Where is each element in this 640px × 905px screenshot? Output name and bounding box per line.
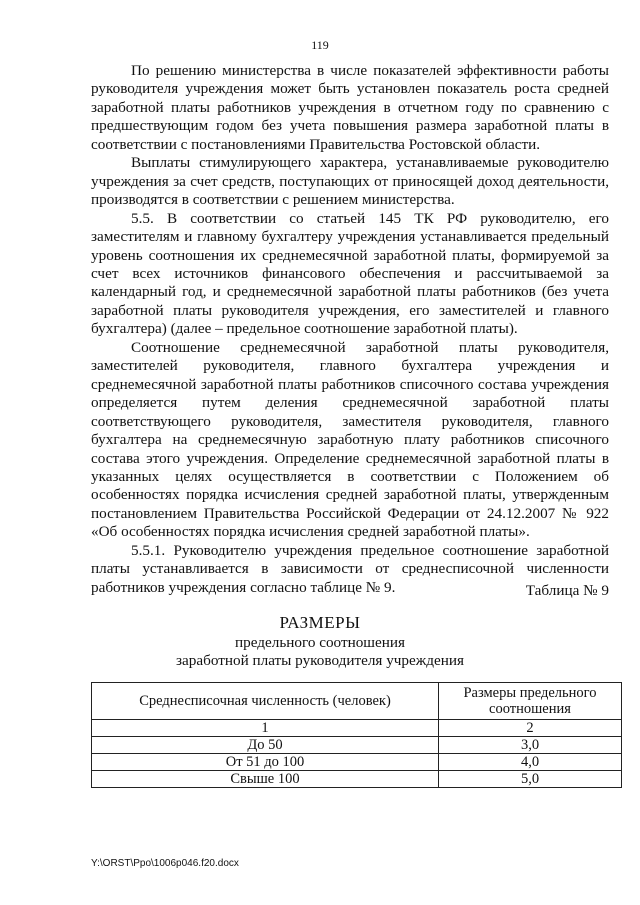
ratio-table xyxy=(91,682,622,788)
page-number: 119 xyxy=(311,38,329,52)
table-cell: 3,0 xyxy=(439,737,622,754)
table-title: РАЗМЕРЫ xyxy=(279,613,361,632)
body-text xyxy=(91,62,609,597)
paragraph: Выплаты стимулирующего характера, устанавливаемые руководителю учреждения за счет средств, поступающих от приносящей доход деятельности, производятся в соответствии с решением министерства. xyxy=(91,154,609,209)
footer-file-path: Y:\ORST\Ppo\1006p046.f20.docx xyxy=(91,858,239,869)
table-cell: До 50 xyxy=(92,737,439,754)
table-row xyxy=(92,771,622,788)
header-cell: Среднесписочная численность (человек) xyxy=(92,683,439,720)
paragraph: Соотношение среднемесячной заработной платы руководителя, заместителей руководителя, главного бухгалтера учреждения и среднемесячной заработной платы работников списочного состава учреждения определяется путем деления среднемесячной заработной платы соответствующего руководителя, заместителя руководителя, главного бухгалтера на среднемесячную заработную плату работников списочного состава этого учреждения. Определение среднемесячной заработной платы в указанных целях осуществляется в соответствии с Положением об особенностях порядка исчисления средней заработной платы, утвержденным постановлением Правительства Российской Федерации от 24.12.2007 № 922 «Об особенностях порядка исчисления средней заработной платы». xyxy=(91,338,609,541)
paragraph: По решению министерства в числе показателей эффективности работы руководителя учреждения может быть установлен показатель роста средней заработной платы работников учреждения в отчетном году по сравнению с предшествующим годом без учета повышения размера заработной платы в соответствии с постановлениями Правительства Ростовской области. xyxy=(91,62,609,153)
header-cell: Размеры предельного соотношения xyxy=(439,683,622,720)
table-header-row xyxy=(92,683,622,720)
table-cell: Свыше 100 xyxy=(92,771,439,788)
table-cell: От 51 до 100 xyxy=(92,754,439,771)
column-number-cell: 2 xyxy=(439,720,622,737)
table-cell: 5,0 xyxy=(439,771,622,788)
table-row xyxy=(92,737,622,754)
table-subtitle: предельного соотношения xyxy=(235,634,405,651)
table-caption: Таблица № 9 xyxy=(525,582,609,599)
table-subtitle: заработной платы руководителя учреждения xyxy=(176,652,464,669)
column-number-row xyxy=(92,720,622,737)
table-row xyxy=(92,754,622,771)
table-cell: 4,0 xyxy=(439,754,622,771)
column-number-cell: 1 xyxy=(92,720,439,737)
paragraph: 5.5.1. Руководителю учреждения предельное соотношение заработной платы устанавливается в зависимости от среднесписочной численности работников учреждения согласно таблице № 9. xyxy=(91,541,609,596)
paragraph: 5.5. В соответствии со статьей 145 ТК РФ руководителю, его заместителям и главному бухгалтеру учреждения устанавливается предельный уровень соотношения их среднемесячной заработной платы, формируемой за счет всех источников финансового обеспечения и рассчитываемой за календарный год, и среднемесячной заработной платы работников (без учета заработной платы руководителя учреждения, его заместителей и главного бухгалтера) (далее – предельное соотношение заработной платы). xyxy=(91,209,609,338)
